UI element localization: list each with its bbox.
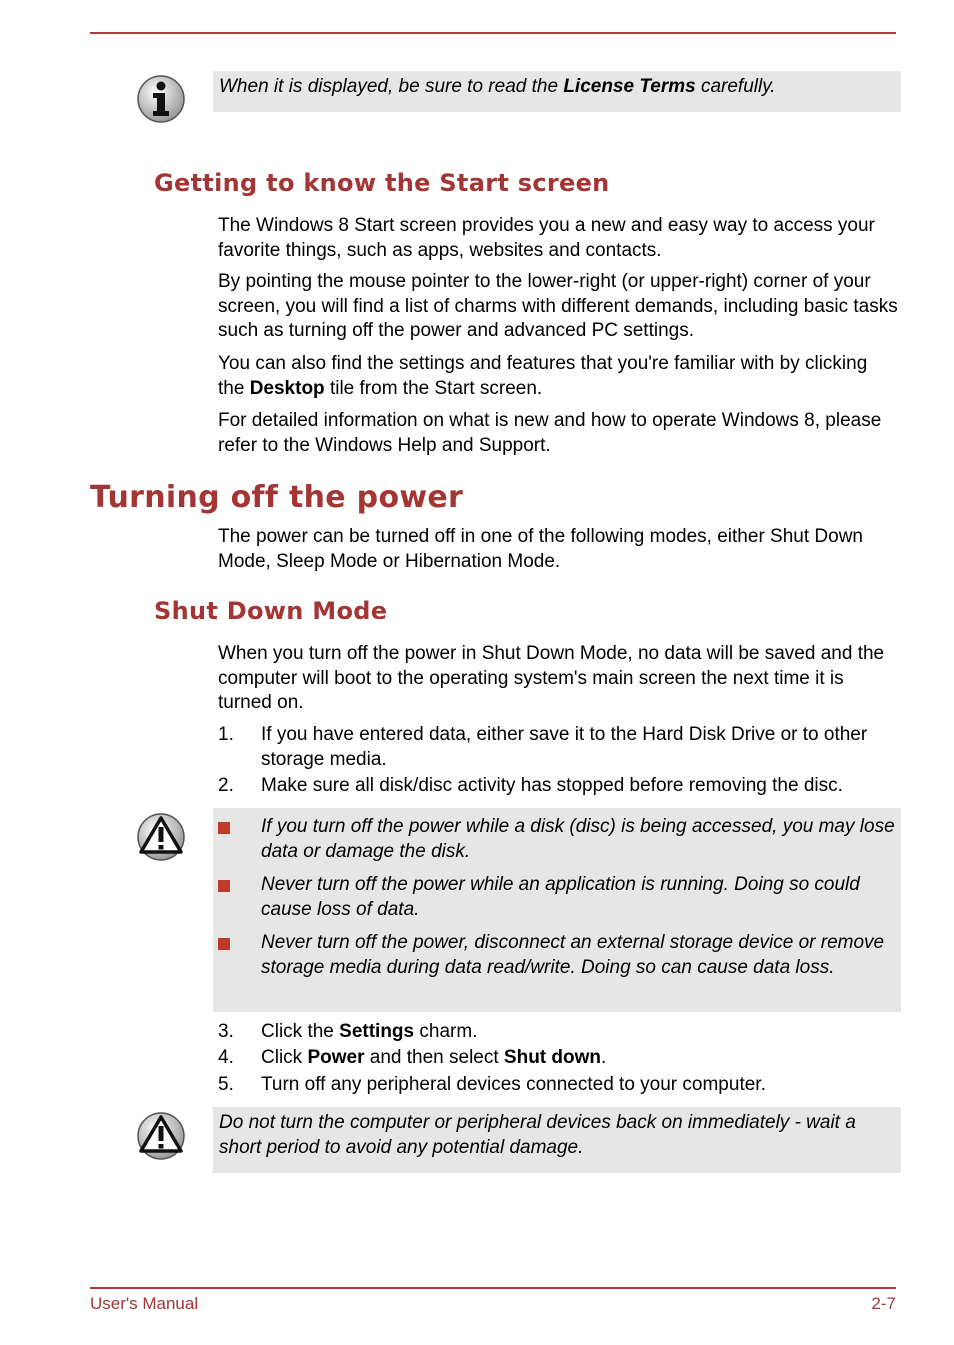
power-intro: The power can be turned off in one of the following modes, either Shut Down Mode, Sleep Mode or Hibernation Mode.: [218, 526, 863, 572]
heading-start-screen: Getting to know the Start screen: [154, 169, 610, 197]
step-3: [218, 1020, 898, 1045]
warning-text: Never turn off the power while an application is running. Doing so could cause loss of data.: [261, 874, 860, 920]
step-number: 1.: [218, 724, 234, 745]
warning-item: [213, 930, 895, 980]
warning-list: [213, 808, 901, 994]
step-text: [261, 1046, 898, 1071]
step-text: If you have entered data, either save it to the Hard Disk Drive or to other storage media.: [261, 724, 868, 770]
step-text-part: .: [601, 1047, 607, 1068]
info-icon: [136, 74, 186, 124]
heading-shut-down-mode: Shut Down Mode: [154, 597, 388, 625]
step-text-part: Click: [261, 1047, 308, 1068]
warning-text: If you turn off the power while a disk (disc) is being accessed, you may lose data or damage the disk.: [261, 816, 895, 862]
heading-turning-off-power: Turning off the power: [90, 480, 464, 515]
start-para-3-text-end: tile from the Start screen.: [324, 377, 543, 399]
step-text-part: charm.: [414, 1021, 478, 1042]
start-para-3-text: You can also find the settings and features that you're familiar with by clicking the: [218, 353, 868, 399]
step-1: [218, 723, 898, 772]
footer-manual-title: User's Manual: [90, 1294, 199, 1313]
warning-icon: [136, 812, 186, 862]
footer-page-number: 2-7: [871, 1294, 896, 1313]
caution-icon: [136, 1111, 186, 1161]
power-label: Power: [307, 1047, 365, 1068]
step-text: Turn off any peripheral devices connected to your computer.: [261, 1074, 766, 1095]
info-note: [213, 71, 901, 112]
bullet-square-icon: [218, 938, 230, 950]
step-5: [218, 1073, 898, 1098]
start-para-4: For detailed information on what is new and how to operate Windows 8, please refer to the Windows Help and Support.: [218, 410, 882, 456]
start-para-3: [218, 352, 898, 401]
step-4: [218, 1046, 898, 1071]
shut-down-label: Shut down: [503, 1047, 602, 1068]
step-text-part: and then select: [364, 1047, 504, 1068]
step-number: 3.: [218, 1021, 234, 1042]
footer-rule: [90, 1287, 896, 1289]
shutdown-intro: When you turn off the power in Shut Down Mode, no data will be saved and the computer will boot to the operating system's main screen the next time it is turned on.: [218, 643, 885, 713]
header-rule: [90, 32, 896, 34]
info-note-bold: License Terms: [563, 76, 696, 97]
step-text: [261, 1020, 898, 1045]
step-2: [218, 774, 898, 799]
bullet-square-icon: [218, 880, 230, 892]
step-number: 2.: [218, 775, 234, 796]
step-number: 4.: [218, 1047, 234, 1068]
warning-text: Never turn off the power, disconnect an external storage device or remove storage media during data read/write. Doing so can cause data loss.: [261, 932, 885, 978]
bullet-square-icon: [218, 822, 230, 834]
step-text-part: Click the: [261, 1021, 340, 1042]
warning-item: [213, 814, 895, 864]
caution-note: Do not turn the computer or peripheral devices back on immediately - wait a short period to avoid any potential damage.: [213, 1107, 901, 1173]
warning-note: [213, 808, 901, 1012]
step-text: Make sure all disk/disc activity has stopped before removing the disc.: [261, 775, 843, 796]
desktop-tile-label: Desktop: [249, 377, 325, 399]
info-note-text: When it is displayed, be sure to read the: [219, 76, 564, 97]
settings-charm-label: Settings: [339, 1021, 415, 1042]
warning-item: [213, 872, 895, 922]
start-para-1: The Windows 8 Start screen provides you a new and easy way to access your favorite things, such as apps, websites and contacts.: [218, 215, 875, 261]
start-para-2: By pointing the mouse pointer to the lower-right (or upper-right) corner of your screen, you will find a list of charms with different demands, including basic tasks such as turning off the power and advanced PC settings.: [218, 271, 898, 341]
step-number: 5.: [218, 1074, 234, 1095]
info-note-text-end: carefully.: [695, 76, 776, 97]
